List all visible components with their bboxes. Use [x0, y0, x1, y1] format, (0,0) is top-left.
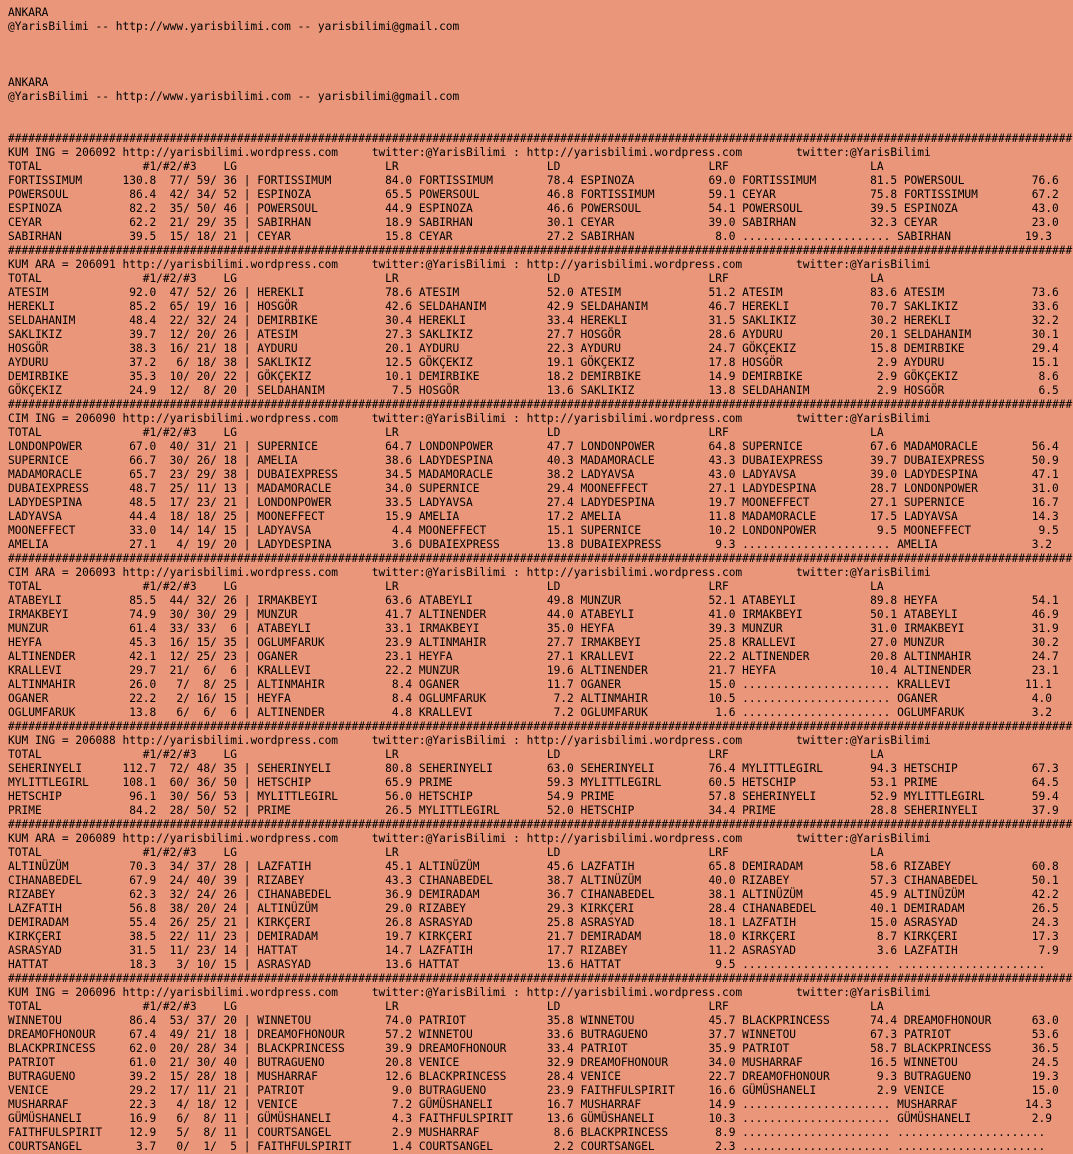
separator-line: ##############################################################################################################################################################	[8, 720, 1073, 733]
text-line: HEYFA 45.3 16/ 15/ 35 | OGLUMFARUK 23.9 ALTINMAHIR 27.7 IRMAKBEYI 25.8 KRALLEVI 27.0 MUNZUR 30.2	[8, 636, 1059, 649]
text-line: DREAMOFHONOUR 67.4 49/ 21/ 18 | DREAMOFHONOUR 57.2 WINNETOU 33.6 BUTRAGUENO 37.7 WINNETOU 67.3 PATRIOT 53.6	[8, 1028, 1059, 1041]
text-line: SAKLIKIZ 39.7 12/ 20/ 26 | ATESIM 27.3 SAKLIKIZ 27.7 HOSGÖR 28.6 AYDURU 20.1 SELDAHANIM 30.1	[8, 328, 1059, 341]
text-line: OGLUMFARUK 13.8 6/ 6/ 6 | ALTINENDER 4.8 KRALLEVI 7.2 OGLUMFARUK 1.6 ...................... OGLUMFARUK 3.2	[8, 706, 1052, 719]
text-line: LADYDESPINA 48.5 17/ 23/ 21 | LONDONPOWER 33.5 LADYAVSA 27.4 LADYDESPINA 19.7 MOONEFFECT 27.1 SUPERNICE 16.7	[8, 496, 1059, 509]
text-line: GÜMÜSHANELI 16.9 6/ 8/ 11 | GÜMÜSHANELI 4.3 FAITHFULSPIRIT 13.6 GÜMÜSHANELI 10.3 ...................... GÜMÜSHANELI 2.9	[8, 1112, 1052, 1125]
text-line: BUTRAGUENO 39.2 15/ 28/ 18 | MUSHARRAF 12.6 BLACKPRINCESS 28.4 VENICE 22.7 DREAMOFHONOUR 9.3 BUTRAGUENO 19.3	[8, 1070, 1059, 1083]
text-line: BLACKPRINCESS 62.0 20/ 28/ 34 | BLACKPRINCESS 39.9 DREAMOFHONOUR 33.4 PATRIOT 35.9 PATRIOT 58.7 BLACKPRINCESS 36.5	[8, 1042, 1059, 1055]
text-line: HEREKLI 85.2 65/ 19/ 16 | HOSGÖR 42.6 SELDAHANIM 42.9 SELDAHANIM 46.7 HEREKLI 70.7 SAKLIKIZ 33.6	[8, 300, 1059, 313]
text-line: DUBAIEXPRESS 48.7 25/ 11/ 13 | MADAMORACLE 34.0 SUPERNICE 29.4 MOONEFFECT 27.1 LADYDESPINA 28.7 LONDONPOWER 31.0	[8, 482, 1059, 495]
text-line: MADAMORACLE 65.7 23/ 29/ 38 | DUBAIEXPRESS 34.5 MADAMORACLE 38.2 LADYAVSA 43.0 LADYAVSA 39.0 LADYDESPINA 47.1	[8, 468, 1059, 481]
column-header-line: TOTAL #1/#2/#3 LG LR LD LRF LA	[8, 160, 884, 173]
text-line: MOONEFFECT 33.0 14/ 14/ 15 | LADYAVSA 4.4 MOONEFFECT 15.1 SUPERNICE 10.2 LONDONPOWER 9.5 MOONEFFECT 9.5	[8, 524, 1059, 537]
text-line: SABIRHAN 39.5 15/ 18/ 21 | CEYAR 15.8 CEYAR 27.2 SABIRHAN 8.0 ...................... SABIRHAN 19.3	[8, 230, 1052, 243]
blank-line	[8, 48, 1073, 62]
column-header-line: TOTAL #1/#2/#3 LG LR LD LRF LA	[8, 426, 884, 439]
text-line: PRIME 84.2 28/ 50/ 52 | PRIME 26.5 MYLITTLEGIRL 52.0 HETSCHIP 34.4 PRIME 28.8 SEHERINYELI 37.9	[8, 804, 1059, 817]
text-line: GÖKÇEKIZ 24.9 12/ 8/ 20 | SELDAHANIM 7.5 HOSGÖR 13.6 SAKLIKIZ 13.8 SELDAHANIM 2.9 HOSGÖR 6.5	[8, 384, 1059, 397]
text-line: DEMIRBIKE 35.3 10/ 20/ 22 | GÖKÇEKIZ 10.1 DEMIRBIKE 18.2 DEMIRBIKE 14.9 DEMIRBIKE 2.9 GÖKÇEKIZ 8.6	[8, 370, 1059, 383]
separator-line: ##############################################################################################################################################################	[8, 398, 1073, 411]
text-line: AYDURU 37.2 6/ 18/ 38 | SAKLIKIZ 12.5 GÖKÇEKIZ 19.1 GÖKÇEKIZ 17.8 HOSGÖR 2.9 AYDURU 15.1	[8, 356, 1059, 369]
text-line: IRMAKBEYI 74.9 30/ 30/ 29 | MUNZUR 41.7 ALTINENDER 44.0 ATABEYLI 41.0 IRMAKBEYI 50.1 ATABEYLI 46.9	[8, 608, 1059, 621]
text-line: HOSGÖR 38.3 16/ 21/ 18 | AYDURU 20.1 AYDURU 22.3 AYDURU 24.7 GÖKÇEKIZ 15.8 DEMIRBIKE 29.4	[8, 342, 1059, 355]
text-line: LONDONPOWER 67.0 40/ 31/ 21 | SUPERNICE 64.7 LONDONPOWER 47.7 LONDONPOWER 64.8 SUPERNICE 67.6 MADAMORACLE 56.4	[8, 440, 1059, 453]
text-line: LADYAVSA 44.4 18/ 18/ 25 | MOONEFFECT 15.9 AMELIA 17.2 AMELIA 11.8 MADAMORACLE 17.5 LADYAVSA 14.3	[8, 510, 1059, 523]
separator-line: ##############################################################################################################################################################	[8, 244, 1073, 257]
text-line: AMELIA 27.1 4/ 19/ 20 | LADYDESPINA 3.6 DUBAIEXPRESS 13.8 DUBAIEXPRESS 9.3 ...................... AMELIA 3.2	[8, 538, 1052, 551]
text-line: @YarisBilimi -- http://www.yarisbilimi.com -- yarisbilimi@gmail.com	[8, 90, 460, 103]
text-line: RIZABEY 62.3 32/ 24/ 26 | CIHANABEDEL 36.9 DEMIRADAM 36.7 CIHANABEDEL 38.1 ALTINÜZÜM 45.9 ALTINÜZÜM 42.2	[8, 888, 1059, 901]
text-line: SUPERNICE 66.7 30/ 26/ 18 | AMELIA 38.6 LADYDESPINA 40.3 MADAMORACLE 43.3 DUBAIEXPRESS 39.7 DUBAIEXPRESS 50.9	[8, 454, 1059, 467]
race-header-line: KUM ARA = 206089 http://yarisbilimi.wordpress.com twitter:@YarisBilimi : http://yarisbilimi.wordpress.com twitter:@YarisBilimi	[8, 832, 931, 845]
text-line: DEMIRADAM 55.4 26/ 25/ 21 | KIRKÇERI 26.8 ASRASYAD 25.8 ASRASYAD 18.1 LAZFATIH 15.0 ASRASYAD 24.3	[8, 916, 1059, 929]
text-line: CEYAR 62.2 21/ 29/ 35 | SABIRHAN 18.9 SABIRHAN 30.1 CEYAR 39.0 SABIRHAN 32.3 CEYAR 23.0	[8, 216, 1059, 229]
text-line: WINNETOU 86.4 53/ 37/ 20 | WINNETOU 74.0 PATRIOT 35.8 WINNETOU 45.7 BLACKPRINCESS 74.4 DREAMOFHONOUR 63.0	[8, 1014, 1059, 1027]
text-line: ALTINMAHIR 26.0 7/ 8/ 25 | ALTINMAHIR 8.4 OGANER 11.7 OGANER 15.0 ...................... KRALLEVI 11.1	[8, 678, 1052, 691]
column-header-line: TOTAL #1/#2/#3 LG LR LD LRF LA	[8, 748, 884, 761]
text-line: FORTISSIMUM 130.8 77/ 59/ 36 | FORTISSIMUM 84.0 FORTISSIMUM 78.4 ESPINOZA 69.0 FORTISSIMUM 81.5 POWERSOUL 76.6	[8, 174, 1059, 187]
text-line: HETSCHIP 96.1 30/ 56/ 53 | MYLITTLEGIRL 56.0 HETSCHIP 54.9 PRIME 57.8 SEHERINYELI 52.9 MYLITTLEGIRL 59.4	[8, 790, 1059, 803]
text-line: @YarisBilimi -- http://www.yarisbilimi.com -- yarisbilimi@gmail.com	[8, 20, 460, 33]
text-line: ASRASYAD 31.5 11/ 23/ 14 | HATTAT 14.7 LAZFATIH 17.7 RIZABEY 11.2 ASRASYAD 3.6 LAZFATIH 7.9	[8, 944, 1059, 957]
text-line: POWERSOUL 86.4 42/ 34/ 52 | ESPINOZA 65.5 POWERSOUL 46.8 FORTISSIMUM 59.1 CEYAR 75.8 FORTISSIMUM 67.2	[8, 188, 1059, 201]
text-line: KRALLEVI 29.7 21/ 6/ 6 | KRALLEVI 22.2 MUNZUR 19.6 ALTINENDER 21.7 HEYFA 10.4 ALTINENDER 23.1	[8, 664, 1059, 677]
blank-line	[8, 104, 1073, 118]
text-line: ATABEYLI 85.5 44/ 32/ 26 | IRMAKBEYI 63.6 ATABEYLI 49.8 MUNZUR 52.1 ATABEYLI 89.8 HEYFA 54.1	[8, 594, 1059, 607]
text-line: CIHANABEDEL 67.9 24/ 40/ 39 | RIZABEY 43.3 CIHANABEDEL 38.7 ALTINÜZÜM 40.0 RIZABEY 57.3 CIHANABEDEL 50.1	[8, 874, 1059, 887]
text-line: MUNZUR 61.4 33/ 33/ 6 | ATABEYLI 33.1 IRMAKBEYI 35.0 HEYFA 39.3 MUNZUR 31.0 IRMAKBEYI 31.9	[8, 622, 1059, 635]
column-header-line: TOTAL #1/#2/#3 LG LR LD LRF LA	[8, 1000, 884, 1013]
text-line: COURTSANGEL 3.7 0/ 1/ 5 | FAITHFULSPIRIT 1.4 COURTSANGEL 2.2 COURTSANGEL 2.3 ...................... ......................	[8, 1140, 1046, 1153]
text-line: PATRIOT 61.0 21/ 30/ 40 | BUTRAGUENO 20.8 VENICE 32.9 DREAMOFHONOUR 34.0 MUSHARRAF 16.5 WINNETOU 24.5	[8, 1056, 1059, 1069]
separator-line: ##############################################################################################################################################################	[8, 818, 1073, 831]
separator-line: ##############################################################################################################################################################	[8, 132, 1073, 145]
text-line: KIRKÇERI 38.5 22/ 11/ 23 | DEMIRADAM 19.7 KIRKÇERI 21.7 DEMIRADAM 18.0 KIRKÇERI 8.7 KIRKÇERI 17.3	[8, 930, 1059, 943]
text-line: OGANER 22.2 2/ 16/ 15 | HEYFA 8.4 OGLUMFARUK 7.2 ALTINMAHIR 10.5 ...................... OGANER 4.0	[8, 692, 1052, 705]
column-header-line: TOTAL #1/#2/#3 LG LR LD LRF LA	[8, 272, 884, 285]
race-header-line: CIM ARA = 206093 http://yarisbilimi.wordpress.com twitter:@YarisBilimi : http://yarisbilimi.wordpress.com twitter:@YarisBilimi	[8, 566, 931, 579]
column-header-line: TOTAL #1/#2/#3 LG LR LD LRF LA	[8, 580, 884, 593]
text-line: MYLITTLEGIRL 108.1 60/ 36/ 50 | HETSCHIP 65.9 PRIME 59.3 MYLITTLEGIRL 60.5 HETSCHIP 53.1 PRIME 64.5	[8, 776, 1059, 789]
blank-line	[8, 34, 1073, 48]
text-line: ALTINENDER 42.1 12/ 25/ 23 | OGANER 23.1 HEYFA 27.1 KRALLEVI 22.2 ALTINENDER 20.8 ALTINMAHIR 24.7	[8, 650, 1059, 663]
text-line: VENICE 29.2 17/ 11/ 21 | PATRIOT 9.0 BUTRAGUENO 23.9 FAITHFULSPIRIT 16.6 GÜMÜSHANELI 2.9 VENICE 15.0	[8, 1084, 1059, 1097]
text-line: MUSHARRAF 22.3 4/ 18/ 12 | VENICE 7.2 GÜMÜSHANELI 16.7 MUSHARRAF 14.9 ...................... MUSHARRAF 14.3	[8, 1098, 1052, 1111]
text-line: ANKARA	[8, 6, 49, 19]
race-header-line: KUM ARA = 206091 http://yarisbilimi.wordpress.com twitter:@YarisBilimi : http://yarisbilimi.wordpress.com twitter:@YarisBilimi	[8, 258, 931, 271]
race-header-line: CIM ING = 206090 http://yarisbilimi.wordpress.com twitter:@YarisBilimi : http://yarisbilimi.wordpress.com twitter:@YarisBilimi	[8, 412, 931, 425]
race-header-line: KUM ING = 206092 http://yarisbilimi.wordpress.com twitter:@YarisBilimi : http://yarisbilimi.wordpress.com twitter:@YarisBilimi	[8, 146, 931, 159]
race-header-line: KUM ING = 206096 http://yarisbilimi.wordpress.com twitter:@YarisBilimi : http://yarisbilimi.wordpress.com twitter:@YarisBilimi	[8, 986, 931, 999]
text-line: LAZFATIH 56.8 38/ 20/ 24 | ALTINÜZÜM 29.0 RIZABEY 29.3 KIRKÇERI 28.4 CIHANABEDEL 40.1 DEMIRADAM 26.5	[8, 902, 1059, 915]
blank-line	[8, 118, 1073, 132]
column-header-line: TOTAL #1/#2/#3 LG LR LD LRF LA	[8, 846, 884, 859]
text-line: SELDAHANIM 48.4 22/ 32/ 24 | DEMIRBIKE 30.4 HEREKLI 33.4 HEREKLI 31.5 SAKLIKIZ 30.2 HEREKLI 32.2	[8, 314, 1059, 327]
separator-line: ##############################################################################################################################################################	[8, 552, 1073, 565]
text-line: HATTAT 18.3 3/ 10/ 15 | ASRASYAD 13.6 HATTAT 13.6 HATTAT 9.5 ...................... ......................	[8, 958, 1046, 971]
text-line: ANKARA	[8, 76, 49, 89]
blank-line	[8, 62, 1073, 76]
text-line: ATESIM 92.0 47/ 52/ 26 | HEREKLI 78.6 ATESIM 52.0 ATESIM 51.2 ATESIM 83.6 ATESIM 73.6	[8, 286, 1059, 299]
text-line: SEHERINYELI 112.7 72/ 48/ 35 | SEHERINYELI 80.8 SEHERINYELI 63.0 SEHERINYELI 76.4 MYLITTLEGIRL 94.3 HETSCHIP 67.3	[8, 762, 1059, 775]
race-header-line: KUM ING = 206088 http://yarisbilimi.wordpress.com twitter:@YarisBilimi : http://yarisbilimi.wordpress.com twitter:@YarisBilimi	[8, 734, 931, 747]
text-line: ALTINÜZÜM 70.3 34/ 37/ 28 | LAZFATIH 45.1 ALTINÜZÜM 45.6 LAZFATIH 65.8 DEMIRADAM 58.6 RIZABEY 60.8	[8, 860, 1059, 873]
separator-line: ##############################################################################################################################################################	[8, 972, 1073, 985]
text-line: ESPINOZA 82.2 35/ 50/ 46 | POWERSOUL 44.9 ESPINOZA 46.6 POWERSOUL 54.1 POWERSOUL 39.5 ESPINOZA 43.0	[8, 202, 1059, 215]
text-line: FAITHFULSPIRIT 12.9 5/ 8/ 11 | COURTSANGEL 2.9 MUSHARRAF 8.6 BLACKPRINCESS 8.9 ...................... ......................	[8, 1126, 1046, 1139]
